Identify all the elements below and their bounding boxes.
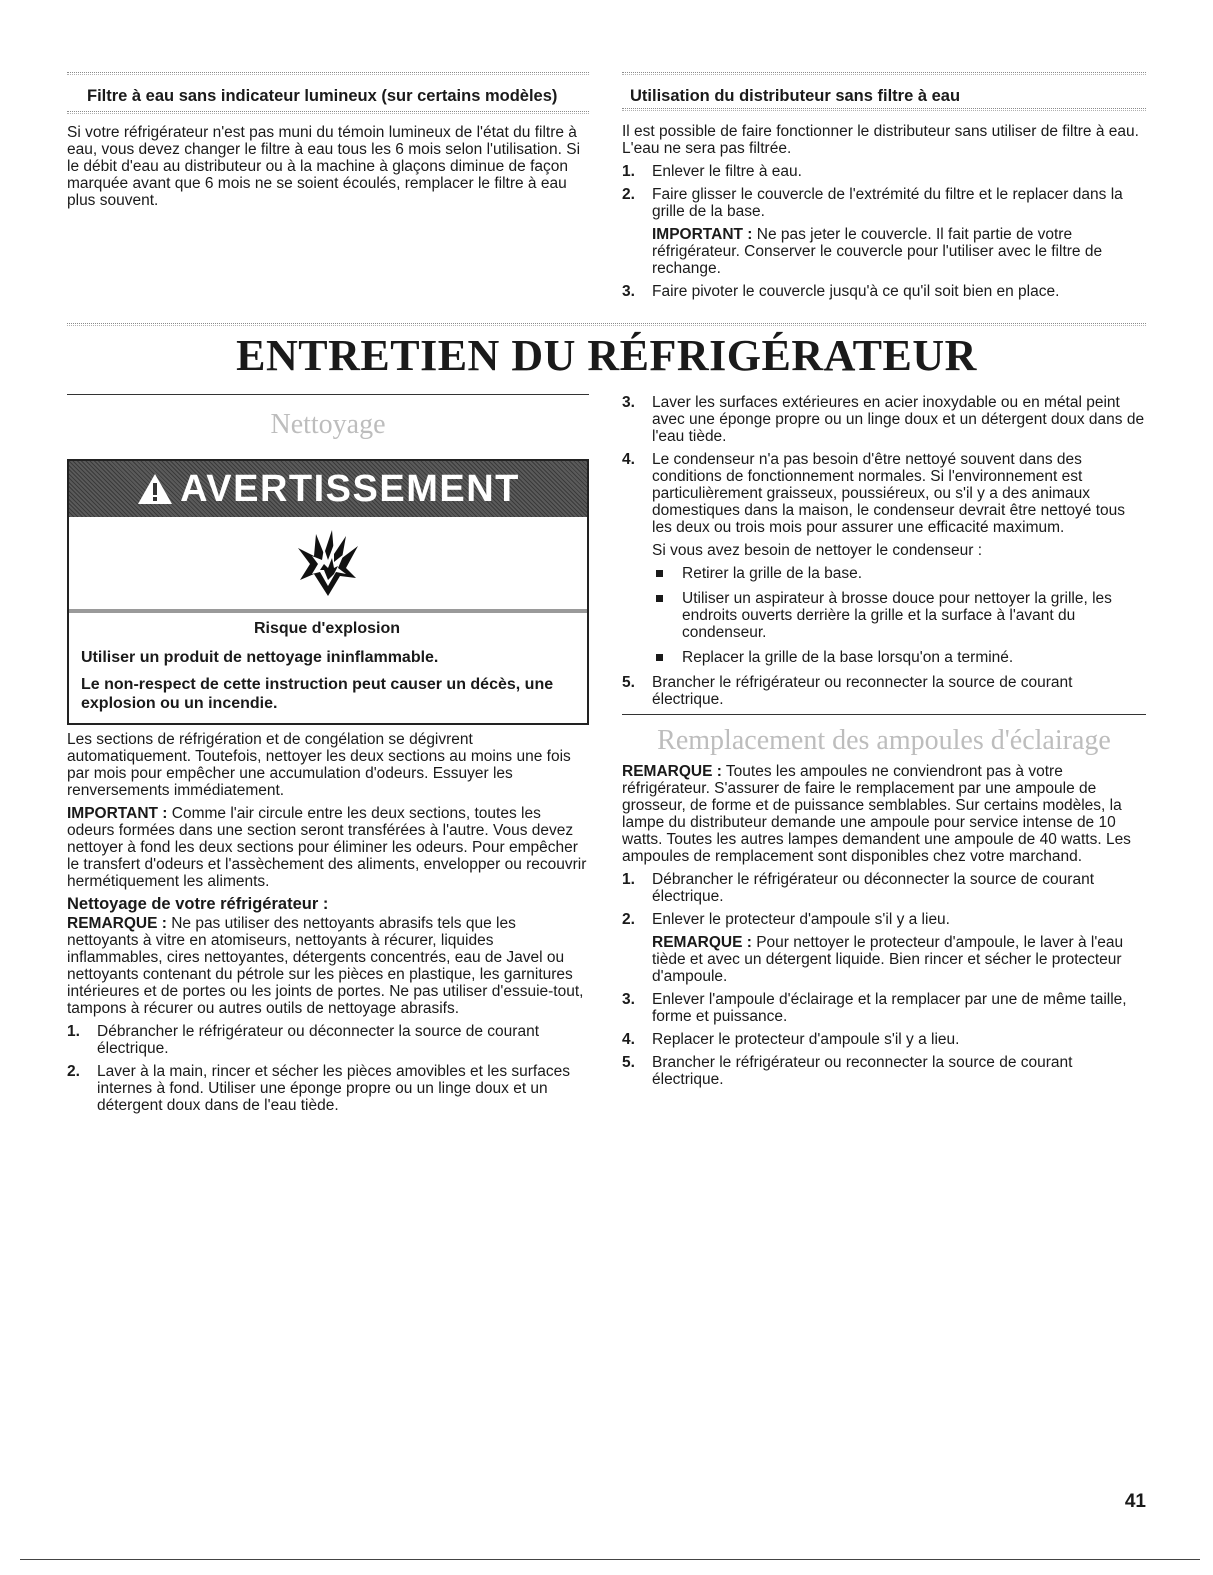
step-text: Brancher le réfrigérateur ou reconnecter la source de courant électrique. (652, 1054, 1073, 1088)
list-item (622, 1054, 1146, 1088)
section-heading: Filtre à eau sans indicateur lumineux (sur certains modèles) (87, 87, 558, 105)
step-number: 2. (67, 1063, 80, 1080)
step-number: 1. (622, 871, 635, 888)
list-item (622, 163, 1146, 180)
step-number: 3. (622, 394, 635, 411)
page-title: ENTRETIEN DU RÉFRIGÉRATEUR (236, 331, 977, 380)
important-label: IMPORTANT : (652, 226, 753, 243)
step-number: 1. (67, 1023, 80, 1040)
subsection-heading: Nettoyage de votre réfrigérateur : (67, 895, 329, 913)
warning-box (67, 459, 589, 725)
remarque-label: REMARQUE : (67, 915, 167, 932)
bullet-text: Retirer la grille de la base. (682, 565, 863, 582)
list-item (652, 590, 1146, 641)
divider (67, 323, 1146, 326)
nettoyage-section (67, 394, 589, 1120)
list-item (622, 674, 1146, 708)
steps-list (67, 1023, 589, 1114)
step-text: Enlever l'ampoule d'éclairage et la remplacer par une de même taille, forme et puissance. (652, 991, 1127, 1025)
step-text: Replacer le protecteur d'ampoule s'il y a lieu. (652, 1031, 960, 1048)
explosion-icon (69, 517, 587, 613)
important-text: Comme l'air circule entre les deux sections, toutes les odeurs formées dans une section seront transférées à l'autre. Vous devez nettoyer à fond les deux sections pour éliminer les odeurs. Pour empêcher le transfert d'odeurs et l'assèchement des aliments, envelopper ou recouvrir hermétiquement les aliments. (67, 805, 587, 890)
list-item (67, 1063, 589, 1114)
step-number: 2. (622, 911, 635, 928)
warning-line: Le non-respect de cette instruction peut causer un décès, une explosion ou un incendie. (81, 676, 554, 712)
steps-list (622, 871, 1146, 1088)
step-text: Faire pivoter le couvercle jusqu'à ce qu'il soit bien en place. (652, 283, 1060, 300)
important-note (652, 226, 1146, 277)
step-subtext: Si vous avez besoin de nettoyer le condenseur : (652, 542, 983, 559)
steps-list (622, 163, 1146, 300)
step-number: 3. (622, 283, 635, 300)
warning-triangle-icon (136, 472, 174, 506)
step-text: Enlever le filtre à eau. (652, 163, 802, 180)
warning-body (69, 613, 587, 723)
divider (67, 111, 589, 114)
water-filter-no-indicator-section (67, 72, 589, 215)
bullet-icon (656, 654, 663, 661)
step-text: Débrancher le réfrigérateur ou déconnecter la source de courant électrique. (97, 1023, 540, 1057)
step-number: 4. (622, 1031, 635, 1048)
section-heading: Utilisation du distributeur sans filtre à eau (630, 87, 961, 105)
bullet-icon (656, 570, 663, 577)
warning-line: Utiliser un produit de nettoyage ininflammable. (81, 649, 439, 666)
step-number: 4. (622, 451, 635, 468)
important-label: IMPORTANT : (67, 805, 168, 822)
remarque-text: Ne pas utiliser des nettoyants abrasifs tels que les nettoyants à vitre en atomiseurs, nettoyants à récurer, liquides inflammables, cires nettoyantes, détergents concentrés, eau de Javel ou nettoyants contenant du pétrole sur les pièces en plastique, les garnitures intérieures et de portes ou les joints de portes. Ne pas utiliser d'essuie-tout, tampons à récurer ou autres outils de nettoyage abrasifs. (67, 915, 584, 1017)
remarque-text: Toutes les ampoules ne conviendront pas à votre réfrigérateur. S'assurer de faire le remplacement par une ampoule de grosseur, de forme et de puissance semblables. Sur certains modèles, la lampe du distributeur demande une ampoule pour service intense de 10 watts. Toutes les autres lampes demandent une ampoule de 40 watts. Les ampoules de remplacement sont disponibles chez votre marchand. (622, 763, 1131, 865)
paragraph: Les sections de réfrigération et de congélation se dégivrent automatiquement. Toutefois, nettoyer les deux sections au moins une fois par mois pour empêcher une accumulation d'odeurs. Essuyer les renversements immédiatement. (67, 731, 571, 799)
remarque-label: REMARQUE : (622, 763, 722, 780)
step-text: Débrancher le réfrigérateur ou déconnecter la source de courant électrique. (652, 871, 1095, 905)
list-item (622, 911, 1146, 985)
bullet-text: Replacer la grille de la base lorsqu'on a terminé. (682, 649, 1014, 666)
important-note (67, 805, 589, 890)
step-text: Faire glisser le couvercle de l'extrémité du filtre et le replacer dans la grille de la base. (652, 186, 1123, 220)
step-number: 5. (622, 1054, 635, 1071)
step-text: Brancher le réfrigérateur ou reconnecter la source de courant électrique. (652, 674, 1073, 708)
bullet-icon (656, 595, 663, 602)
list-item (622, 283, 1146, 300)
list-item (622, 451, 1146, 559)
paragraph: Si votre réfrigérateur n'est pas muni du témoin lumineux de l'état du filtre à eau, vous devez changer le filtre à eau tous les 6 mois selon l'utilisation. Si le débit d'eau au distributeur ou à la machine à glaçons diminue de façon marquée avant que 6 mois ne se soient écoulés, remplacer le filtre à eau plus souvent. (67, 124, 581, 209)
step-number: 3. (622, 991, 635, 1008)
remarque-note (622, 763, 1146, 865)
step-text: Enlever le protecteur d'ampoule s'il y a lieu. (652, 911, 950, 928)
step-number: 1. (622, 163, 635, 180)
list-item (622, 394, 1146, 445)
section-title: Remplacement des ampoules d'éclairage (622, 714, 1146, 763)
remarque-text: Pour nettoyer le protecteur d'ampoule, le laver à l'eau tiède et avec un détergent liquide. Bien rincer et sécher le protecteur d'ampoule. (652, 934, 1124, 985)
list-item (652, 649, 1146, 666)
bullet-text: Utiliser un aspirateur à brosse douce pour nettoyer la grille, les endroits ouverts derrière la grille et la surface à l'avant du condenseur. (682, 590, 1112, 641)
warning-risk: Risque d'explosion (253, 620, 401, 637)
list-item (67, 1023, 589, 1057)
section-title: Nettoyage (67, 394, 589, 451)
divider (20, 1559, 1200, 1560)
list-item (622, 186, 1146, 277)
remarque-label: REMARQUE : (652, 934, 752, 951)
warning-header (69, 461, 587, 517)
important-text: Ne pas jeter le couvercle. Il fait partie de votre réfrigérateur. Conserver le couvercle pour l'utiliser avec le filtre de rechange. (652, 226, 1103, 277)
remarque-note (67, 915, 589, 1017)
step-number: 5. (622, 674, 635, 691)
step-text: Laver les surfaces extérieures en acier inoxydable ou en métal peint avec une éponge propre ou un linge doux et un détergent doux dans de l'eau tiède. (652, 394, 1145, 445)
paragraph: Il est possible de faire fonctionner le distributeur sans utiliser de filtre à eau. L'eau ne sera pas filtrée. (622, 123, 1139, 157)
nettoyage-continued-section (622, 394, 1146, 1094)
list-item (622, 991, 1146, 1025)
remarque-note (652, 934, 1146, 985)
page-number: 41 (1124, 1491, 1146, 1512)
list-item (622, 871, 1146, 905)
divider (622, 108, 1146, 111)
steps-list (622, 394, 1146, 559)
list-item (622, 1031, 1146, 1048)
list-item (652, 565, 1146, 582)
steps-list (622, 674, 1146, 708)
warning-title: AVERTISSEMENT (180, 467, 520, 510)
step-text: Le condenseur n'a pas besoin d'être nettoyé souvent dans des conditions de fonctionnement normales. Si l'environnement est particulièrement graisseux, poussiéreux, ou s'il y a des animaux domestiques dans la maison, le condenseur devrait être nettoyé tous les deux ou trois mois pour assurer une efficacité maximum. (652, 451, 1126, 536)
step-text: Laver à la main, rincer et sécher les pièces amovibles et les surfaces internes à fond. Utiliser une éponge propre ou un linge doux et un détergent doux dans de l'eau tiède. (97, 1063, 570, 1114)
dispenser-without-filter-section (622, 72, 1146, 306)
bullet-list (652, 565, 1146, 666)
step-number: 2. (622, 186, 635, 203)
